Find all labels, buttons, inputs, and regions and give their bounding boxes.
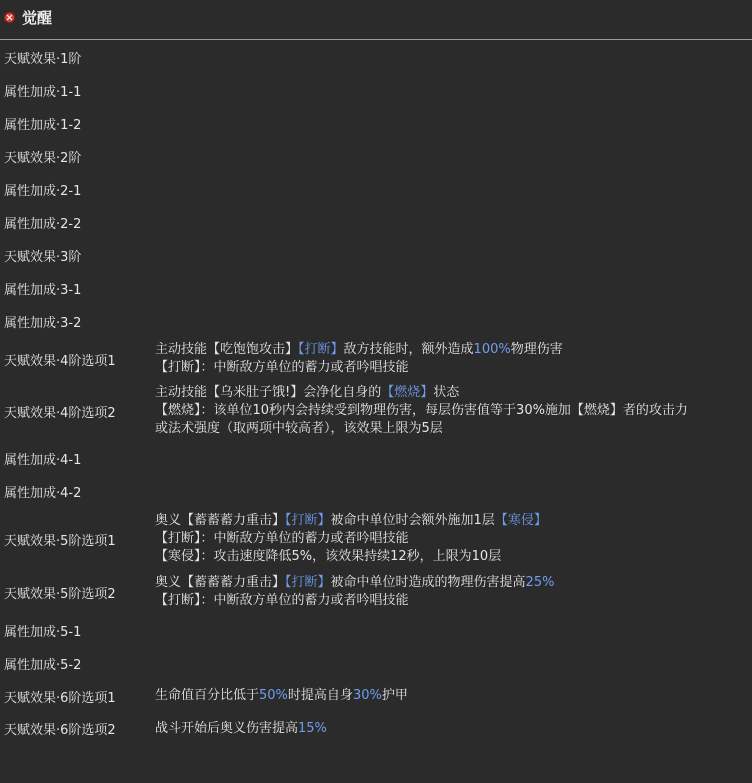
talent-row <box>0 475 752 508</box>
talent-label: 属性加成·1-2 <box>4 118 82 133</box>
description-text: 物理伤害 <box>510 342 563 357</box>
description-text: 主动技能【吃饱饱攻击】 <box>155 342 299 357</box>
description-text: 敌方技能时，额外造成 <box>343 342 474 357</box>
close-circle-icon <box>4 12 15 23</box>
talent-row <box>0 442 752 475</box>
description-line <box>155 359 740 377</box>
talent-label: 天赋效果·6阶选项2 <box>4 723 116 738</box>
talent-description <box>150 687 752 705</box>
description-line <box>155 720 740 738</box>
talent-label: 天赋效果·3阶 <box>4 250 82 265</box>
description-line <box>155 574 740 592</box>
talent-label: 属性加成·2-1 <box>4 184 82 199</box>
talent-row <box>0 614 752 647</box>
description-line <box>155 592 740 610</box>
talent-label: 天赋效果·4阶选项2 <box>4 405 116 421</box>
talent-label: 天赋效果·5阶选项2 <box>4 586 116 602</box>
description-text: 【打断】：中断敌方单位的蓄力或者吟唱技能 <box>155 360 409 375</box>
talent-row <box>0 239 752 272</box>
highlight-text: 50% <box>259 688 288 703</box>
description-line <box>155 548 740 566</box>
highlight-text: 15% <box>298 720 327 736</box>
talent-row <box>0 305 752 338</box>
description-line <box>155 512 740 530</box>
talent-row <box>0 647 752 680</box>
description-line <box>155 420 740 438</box>
highlight-text: 【打断】 <box>285 513 331 528</box>
description-text: 【打断】：中断敌方单位的蓄力或者吟唱技能 <box>155 593 409 608</box>
description-line <box>155 341 740 359</box>
description-line <box>155 687 740 705</box>
description-text: 状态 <box>433 385 460 400</box>
description-line <box>155 384 740 402</box>
description-text: 奥义【蓄蓄蓄力重击】 <box>155 513 286 528</box>
talent-label: 属性加成·5-2 <box>4 658 82 673</box>
talent-row <box>0 570 752 614</box>
description-text: 护甲 <box>381 688 408 703</box>
talent-row <box>0 338 752 380</box>
highlight-text: 【打断】 <box>298 342 344 357</box>
talent-label: 天赋效果·5阶选项1 <box>4 533 116 549</box>
talent-row <box>0 712 752 745</box>
talent-row <box>0 173 752 206</box>
section-header <box>0 0 752 40</box>
talent-label: 属性加成·4-1 <box>4 453 82 468</box>
talent-label: 天赋效果·4阶选项1 <box>4 353 116 369</box>
description-text: 【寒侵】：攻击速度降低5%，该效果持续12秒，上限为10层 <box>155 549 502 564</box>
description-text: 主动技能【乌米肚子饿!】会净化自身的 <box>155 385 382 400</box>
talent-list <box>0 40 752 745</box>
talent-description <box>150 512 752 566</box>
talent-row <box>0 74 752 107</box>
description-line <box>155 402 740 420</box>
description-text: 【燃烧】：该单位10秒内会持续受到物理伤害，每层伤害值等于30%施加【燃烧】者的攻击力 <box>155 403 688 418</box>
description-text: 被命中单位时会额外施加1层 <box>330 513 495 528</box>
talent-label: 天赋效果·1阶 <box>4 51 82 67</box>
talent-label: 属性加成·1-1 <box>4 85 82 100</box>
talent-description <box>150 574 752 610</box>
section-title: 觉醒 <box>22 9 53 27</box>
talent-row <box>0 272 752 305</box>
talent-description <box>150 341 752 377</box>
description-text: 时提高自身 <box>287 688 353 703</box>
description-text: 或法术强度（取两项中较高者），该效果上限为5层 <box>155 421 443 436</box>
talent-description <box>150 720 752 738</box>
description-text: 战斗开始后奥义伤害提高 <box>155 720 299 736</box>
description-text: 生命值百分比低于 <box>155 688 260 703</box>
highlight-text: 【寒侵】 <box>494 513 547 528</box>
talent-label: 天赋效果·6阶选项1 <box>4 690 116 706</box>
talent-label: 属性加成·5-1 <box>4 625 82 640</box>
highlight-text: 30% <box>352 688 382 703</box>
talent-row <box>0 206 752 239</box>
talent-label: 属性加成·3-2 <box>4 316 82 331</box>
highlight-text: 【燃烧】 <box>381 385 434 400</box>
talent-label: 属性加成·2-2 <box>4 217 82 232</box>
talent-label: 天赋效果·2阶 <box>4 151 82 166</box>
talent-row <box>0 508 752 570</box>
talent-row <box>0 107 752 140</box>
talent-row <box>0 380 752 442</box>
talent-row <box>0 40 752 74</box>
description-text: 【打断】：中断敌方单位的蓄力或者吟唱技能 <box>155 531 409 546</box>
talent-row <box>0 140 752 173</box>
highlight-text: 【打断】 <box>285 575 331 590</box>
talent-label: 属性加成·4-2 <box>4 486 82 501</box>
description-text: 奥义【蓄蓄蓄力重击】 <box>155 575 286 590</box>
talent-description <box>150 384 752 438</box>
description-line <box>155 530 740 548</box>
talent-row <box>0 680 752 712</box>
highlight-text: 25% <box>525 575 555 590</box>
description-text: 被命中单位时造成的物理伤害提高 <box>330 575 526 590</box>
highlight-text: 100% <box>473 342 511 357</box>
talent-label: 属性加成·3-1 <box>4 283 82 298</box>
